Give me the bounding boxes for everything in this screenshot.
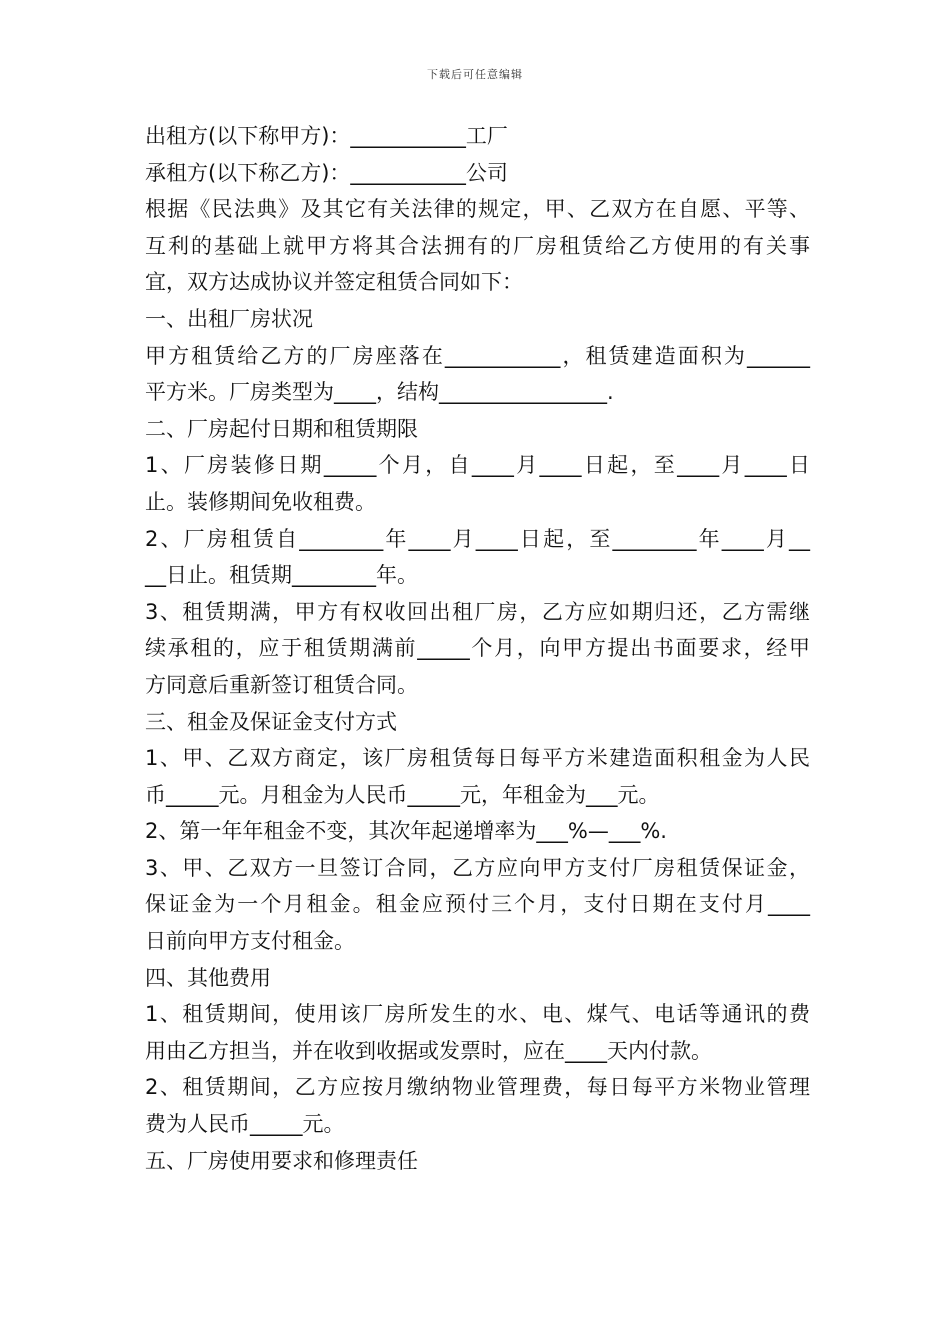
contract-line: 3、甲、乙双方一旦签订合同，乙方应向甲方支付厂房租赁保证金， (145, 855, 810, 880)
contract-line: 方同意后重新签订租赁合同。 (145, 672, 418, 697)
contract-line: 费为人民币_____元。 (145, 1112, 345, 1137)
page-header: 下载后可任意编辑 (427, 68, 523, 81)
contract-line: __日止。租赁期________年。 (145, 563, 418, 588)
contract-line: 用由乙方担当，并在收到收据或发票时，应在____天内付款。 (145, 1038, 712, 1063)
contract-line: 三、租金及保证金支付方式 (145, 709, 397, 734)
contract-line: 止。装修期间免收租费。 (145, 489, 376, 514)
contract-line: 2、厂房租赁自________年____月____日起，至________年____月__ (145, 526, 810, 551)
contract-line: 二、厂房起付日期和租赁期限 (145, 416, 418, 441)
contract-line: 1、厂房装修日期_____个月，自____月____日起，至____月____日 (145, 453, 810, 478)
contract-line: 保证金为一个月租金。租金应预付三个月，支付日期在支付月____ (145, 892, 810, 917)
contract-line: 日前向甲方支付租金。 (145, 929, 355, 954)
contract-body (145, 118, 810, 1179)
contract-line: 续承租的，应于租赁期满前_____个月，向甲方提出书面要求，经甲 (145, 636, 810, 661)
contract-line: 根据《民法典》及其它有关法律的规定，甲、乙双方在自愿、平等、 (145, 197, 810, 222)
contract-line: 一、出租厂房状况 (145, 306, 313, 331)
contract-line: 1、甲、乙双方商定，该厂房租赁每日每平方米建造面积租金为人民 (145, 746, 810, 771)
contract-line: 甲方租赁给乙方的厂房座落在___________，租赁建造面积为______ (145, 343, 810, 368)
contract-line: 承租方(以下称乙方)：___________公司 (145, 160, 508, 185)
contract-line: 3、租赁期满，甲方有权收回出租厂房，乙方应如期归还，乙方需继 (145, 599, 810, 624)
contract-line: 平方米。厂房类型为____，结构________________. (145, 380, 614, 405)
contract-line: 2、第一年年租金不变，其次年起递增率为___%—___%. (145, 819, 667, 844)
contract-line: 出租方(以下称甲方)：___________工厂 (145, 124, 508, 148)
contract-line: 2、租赁期间，乙方应按月缴纳物业管理费，每日每平方米物业管理 (145, 1075, 810, 1100)
contract-line: 互利的基础上就甲方将其合法拥有的厂房租赁给乙方使用的有关事 (145, 233, 810, 258)
contract-line: 五、厂房使用要求和修理责任 (145, 1148, 418, 1173)
contract-line: 宜，双方达成协议并签定租赁合同如下： (145, 270, 523, 295)
contract-line: 四、其他费用 (145, 965, 271, 990)
contract-line: 1、租赁期间，使用该厂房所发生的水、电、煤气、电话等通讯的费 (145, 1002, 810, 1027)
contract-line: 币_____元。月租金为人民币_____元，年租金为___元。 (145, 782, 660, 807)
